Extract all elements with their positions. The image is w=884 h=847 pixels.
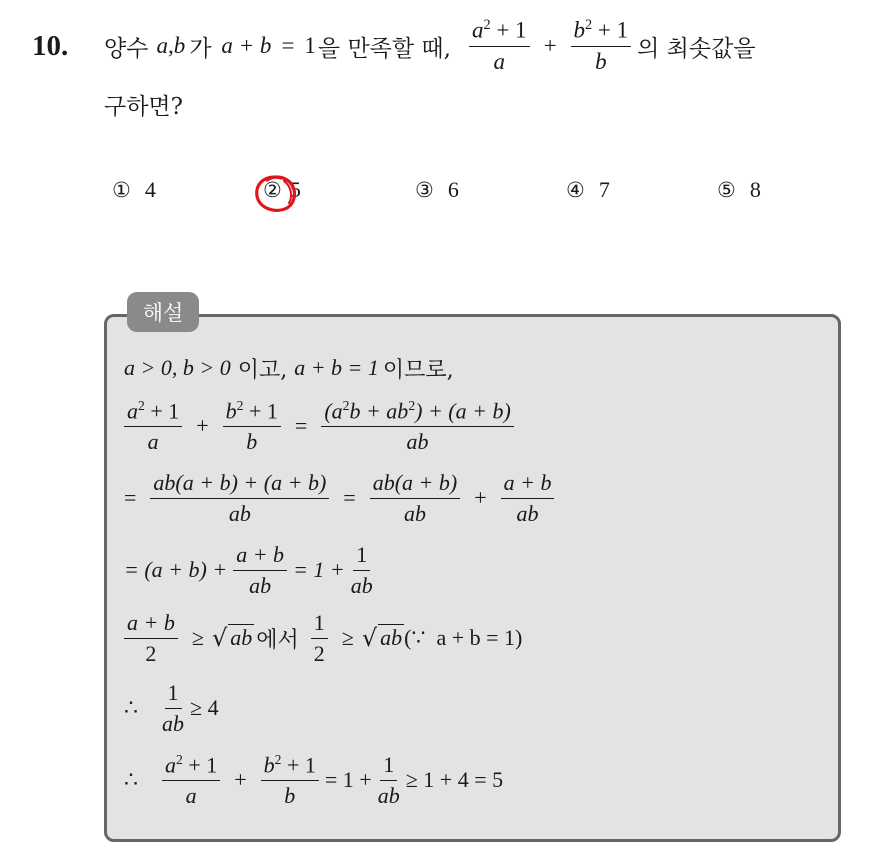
sol-text: ≥ 4 xyxy=(190,695,219,720)
num-part: a + b xyxy=(501,470,555,498)
sol-fraction xyxy=(223,398,281,454)
num-exp: 2 xyxy=(236,398,244,414)
solution-line-1 xyxy=(124,350,454,386)
solution-line-7 xyxy=(124,748,503,812)
question-fraction-2 xyxy=(571,17,632,76)
choice-mark: ① xyxy=(112,178,131,202)
sol-fraction xyxy=(351,542,373,598)
question-text-part: 가 xyxy=(189,35,212,62)
choice-mark: ② xyxy=(263,178,282,202)
sol-fraction xyxy=(233,542,287,598)
equals-sign: = xyxy=(124,485,137,510)
num-part: a xyxy=(127,398,138,424)
choice-value: 7 xyxy=(598,177,610,202)
num-part: ) + (a + b) xyxy=(415,398,511,424)
frac-den: a xyxy=(493,48,505,74)
question-text-part: 을 만족할 때, xyxy=(317,35,451,62)
question-number: 10. xyxy=(32,30,69,62)
num-part: a + b xyxy=(233,542,287,570)
solution-line-5 xyxy=(124,606,522,670)
num-part: 1 xyxy=(311,610,328,638)
question-fraction-1 xyxy=(469,17,530,76)
condition-lhs: a + b xyxy=(221,33,272,58)
radicand: ab xyxy=(380,625,403,650)
sol-text: a > 0, b > 0 xyxy=(124,355,231,380)
choice-value: 4 xyxy=(144,177,156,202)
num-rest: + 1 xyxy=(182,752,218,778)
question-text-part: 양수 xyxy=(104,35,149,62)
sol-fraction xyxy=(321,398,513,454)
sol-fraction xyxy=(501,470,555,526)
sol-fraction xyxy=(124,610,178,666)
question-text-line2: 구하면? xyxy=(104,94,183,120)
num-part: (a xyxy=(324,398,343,424)
num-exp: 2 xyxy=(274,752,282,768)
num-rest: + 1 xyxy=(281,752,316,778)
num-part: a xyxy=(165,752,176,778)
plus-sign: + xyxy=(543,33,557,58)
choice-1[interactable] xyxy=(112,177,156,203)
sol-text: 에서 xyxy=(256,627,299,653)
choice-5[interactable] xyxy=(717,177,761,203)
plus-sign: + xyxy=(474,485,487,510)
condition-eq: = xyxy=(281,33,295,58)
den-part: ab xyxy=(249,572,272,598)
num-part: 1 xyxy=(165,680,182,708)
frac-num-base: b xyxy=(573,17,586,43)
plus-sign: + xyxy=(196,413,209,438)
den-part: 2 xyxy=(313,640,325,666)
num-part: 1 xyxy=(353,542,370,570)
sol-text: ≥ 1 + 4 = 5 xyxy=(405,767,504,792)
num-part: a + b xyxy=(124,610,178,638)
sol-text: 이고, xyxy=(230,357,295,383)
den-part: 2 xyxy=(145,640,157,666)
den-part: a xyxy=(147,428,159,454)
den-part: ab xyxy=(350,572,373,598)
sol-fraction xyxy=(261,752,319,808)
frac-num-base: a xyxy=(471,17,484,43)
sol-fraction xyxy=(378,752,400,808)
sol-fraction xyxy=(150,470,329,526)
question-text-line1 xyxy=(104,14,756,78)
frac-num-rest: + 1 xyxy=(490,17,527,43)
geq-sign: ≥ xyxy=(191,625,204,650)
num-part: 1 xyxy=(380,752,397,780)
den-part: ab xyxy=(403,500,426,526)
solution-label: 해설 xyxy=(127,292,199,332)
frac-num-exp: 2 xyxy=(483,16,491,33)
den-part: ab xyxy=(406,428,429,454)
condition-rhs: 1 xyxy=(304,33,316,58)
therefore-sign: ∴ xyxy=(124,767,138,792)
sol-fraction xyxy=(162,752,220,808)
num-rest: + 1 xyxy=(243,398,278,424)
choice-value: 6 xyxy=(447,177,459,202)
question-text-part: 의 최솟값을 xyxy=(637,35,756,62)
solution-line-4 xyxy=(124,538,379,602)
sqrt-symbol: √ ab xyxy=(361,624,403,652)
solution-line-2 xyxy=(124,394,520,458)
choice-mark: ④ xyxy=(566,178,585,202)
geq-sign: ≥ xyxy=(341,625,354,650)
den-part: b xyxy=(284,782,296,808)
den-part: ab xyxy=(228,500,251,526)
equals-sign: = xyxy=(343,485,356,510)
sol-fraction xyxy=(311,610,328,666)
equals-sign: = xyxy=(294,413,308,438)
den-part: a xyxy=(185,782,197,808)
sqrt-symbol: √ ab xyxy=(211,624,253,652)
num-part: b xyxy=(225,398,237,424)
num-exp: 2 xyxy=(176,752,183,768)
den-part: ab xyxy=(162,710,184,736)
sol-fraction xyxy=(124,398,182,454)
sol-text: = 1 + xyxy=(324,767,372,792)
sol-text: = (a + b) + xyxy=(124,557,228,582)
den-part: ab xyxy=(516,500,539,526)
frac-den: b xyxy=(595,48,607,74)
sol-fraction xyxy=(370,470,461,526)
choice-3[interactable] xyxy=(415,177,459,203)
choice-mark: ⑤ xyxy=(717,178,736,202)
num-exp: 2 xyxy=(408,398,416,414)
therefore-sign: ∴ xyxy=(124,695,138,720)
choice-value: 8 xyxy=(749,177,761,202)
plus-sign: + xyxy=(234,767,247,792)
sol-text: a + b = 1 xyxy=(294,355,379,380)
choice-value: 5 xyxy=(289,177,301,202)
den-part: ab xyxy=(377,782,400,808)
num-part: ab(a + b) xyxy=(370,470,461,498)
answer-choices xyxy=(0,177,884,211)
num-part: ab(a + b) + (a + b) xyxy=(150,470,329,498)
num-rest: + 1 xyxy=(144,398,180,424)
sol-text: (∵ a + b = 1) xyxy=(404,625,523,650)
sol-text: 이므로, xyxy=(382,357,454,383)
num-part: b + ab xyxy=(349,398,409,424)
choice-mark: ③ xyxy=(415,178,434,202)
frac-num-rest: + 1 xyxy=(592,17,629,43)
frac-num-exp: 2 xyxy=(585,16,593,33)
question-vars: a,b xyxy=(156,33,186,58)
den-part: b xyxy=(246,428,258,454)
num-exp: 2 xyxy=(342,398,350,414)
answer-circle-icon xyxy=(251,172,301,216)
sol-fraction xyxy=(162,680,184,736)
radicand: ab xyxy=(230,625,253,650)
solution-line-6 xyxy=(124,676,219,740)
choice-4[interactable] xyxy=(566,177,610,203)
solution-line-3 xyxy=(124,466,560,530)
num-exp: 2 xyxy=(138,398,145,414)
sol-text: = 1 + xyxy=(293,557,345,582)
num-part: b xyxy=(263,752,275,778)
